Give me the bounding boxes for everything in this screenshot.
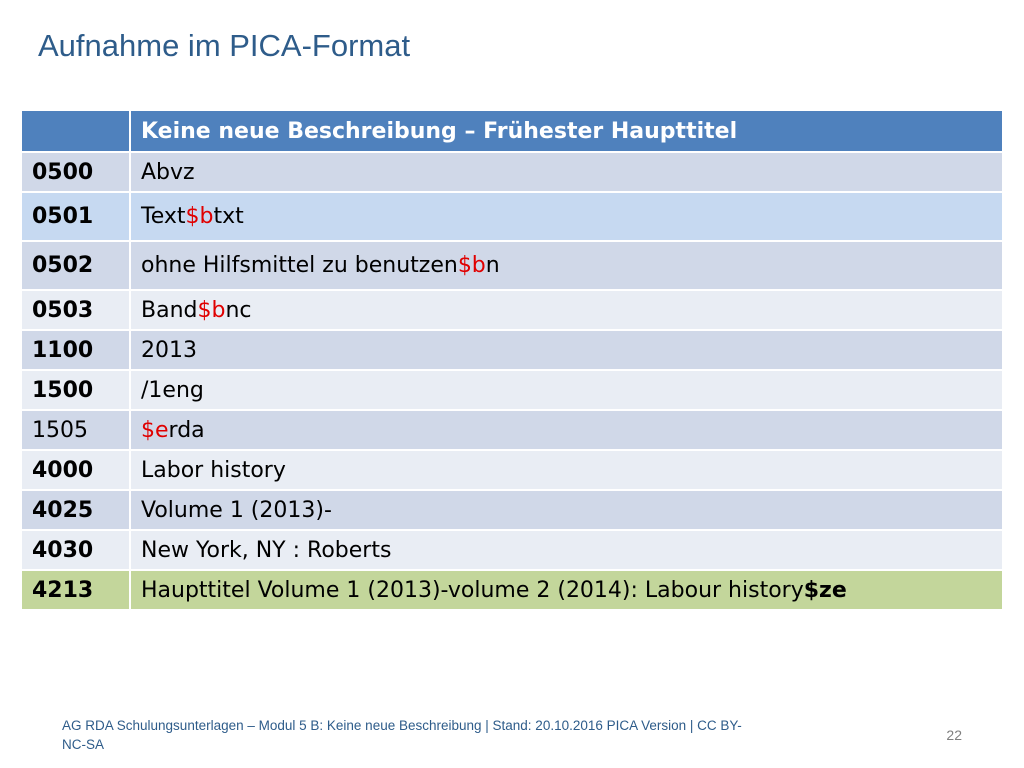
field-tag: 4030 bbox=[21, 530, 130, 570]
table-row bbox=[21, 370, 1003, 410]
field-value: 2013 bbox=[130, 330, 1003, 370]
subfield-code: $e bbox=[141, 417, 169, 443]
field-value bbox=[130, 290, 1003, 330]
subfield-code: $ze bbox=[803, 577, 847, 603]
subfield-code: $b bbox=[197, 297, 226, 323]
field-tag: 4213 bbox=[21, 570, 130, 610]
field-tag: 0503 bbox=[21, 290, 130, 330]
pica-record-table bbox=[20, 109, 1004, 611]
table-header-row bbox=[21, 110, 1003, 152]
table-row bbox=[21, 530, 1003, 570]
field-value: Abvz bbox=[130, 152, 1003, 192]
field-value bbox=[130, 410, 1003, 450]
subfield-code: $b bbox=[457, 253, 486, 278]
header-title-cell: Keine neue Beschreibung – Frühester Haupttitel bbox=[130, 110, 1003, 152]
value-text: txt bbox=[213, 204, 244, 229]
table-row bbox=[21, 330, 1003, 370]
table-row bbox=[21, 192, 1003, 241]
field-value: Labor history bbox=[130, 450, 1003, 490]
table-row bbox=[21, 152, 1003, 192]
field-tag: 1505 bbox=[21, 410, 130, 450]
field-tag: 0501 bbox=[21, 192, 130, 241]
slide-footer: AG RDA Schulungsunterlagen – Modul 5 B: Keine neue Beschreibung | Stand: 20.10.2016 PICA Version | CC BY-NC-SA bbox=[62, 718, 742, 752]
table-row bbox=[21, 241, 1003, 290]
value-text: Haupttitel Volume 1 (2013)-volume 2 (2014): Labour history bbox=[141, 577, 804, 603]
slide-title: Aufnahme im PICA-Format bbox=[38, 28, 411, 63]
value-text: Text bbox=[141, 204, 186, 229]
table-row bbox=[21, 570, 1003, 610]
field-tag: 0502 bbox=[21, 241, 130, 290]
field-value bbox=[130, 192, 1003, 241]
subfield-code: $b bbox=[185, 204, 214, 229]
value-text: Band bbox=[141, 297, 198, 323]
table-row bbox=[21, 490, 1003, 530]
table-row bbox=[21, 290, 1003, 330]
header-field-cell bbox=[21, 110, 130, 152]
field-value: /1eng bbox=[130, 370, 1003, 410]
page-number: 22 bbox=[946, 727, 962, 743]
field-tag: 0500 bbox=[21, 152, 130, 192]
field-value bbox=[130, 570, 1003, 610]
field-value bbox=[130, 241, 1003, 290]
value-text: ohne Hilfsmittel zu benutzen bbox=[141, 253, 458, 278]
field-tag: 1500 bbox=[21, 370, 130, 410]
value-text: rda bbox=[168, 417, 205, 443]
field-tag: 4025 bbox=[21, 490, 130, 530]
field-tag: 1100 bbox=[21, 330, 130, 370]
field-value: Volume 1 (2013)- bbox=[130, 490, 1003, 530]
field-value: New York, NY : Roberts bbox=[130, 530, 1003, 570]
field-tag: 4000 bbox=[21, 450, 130, 490]
table-row bbox=[21, 450, 1003, 490]
table-row bbox=[21, 410, 1003, 450]
value-text: n bbox=[485, 253, 500, 278]
value-text: nc bbox=[225, 297, 252, 323]
